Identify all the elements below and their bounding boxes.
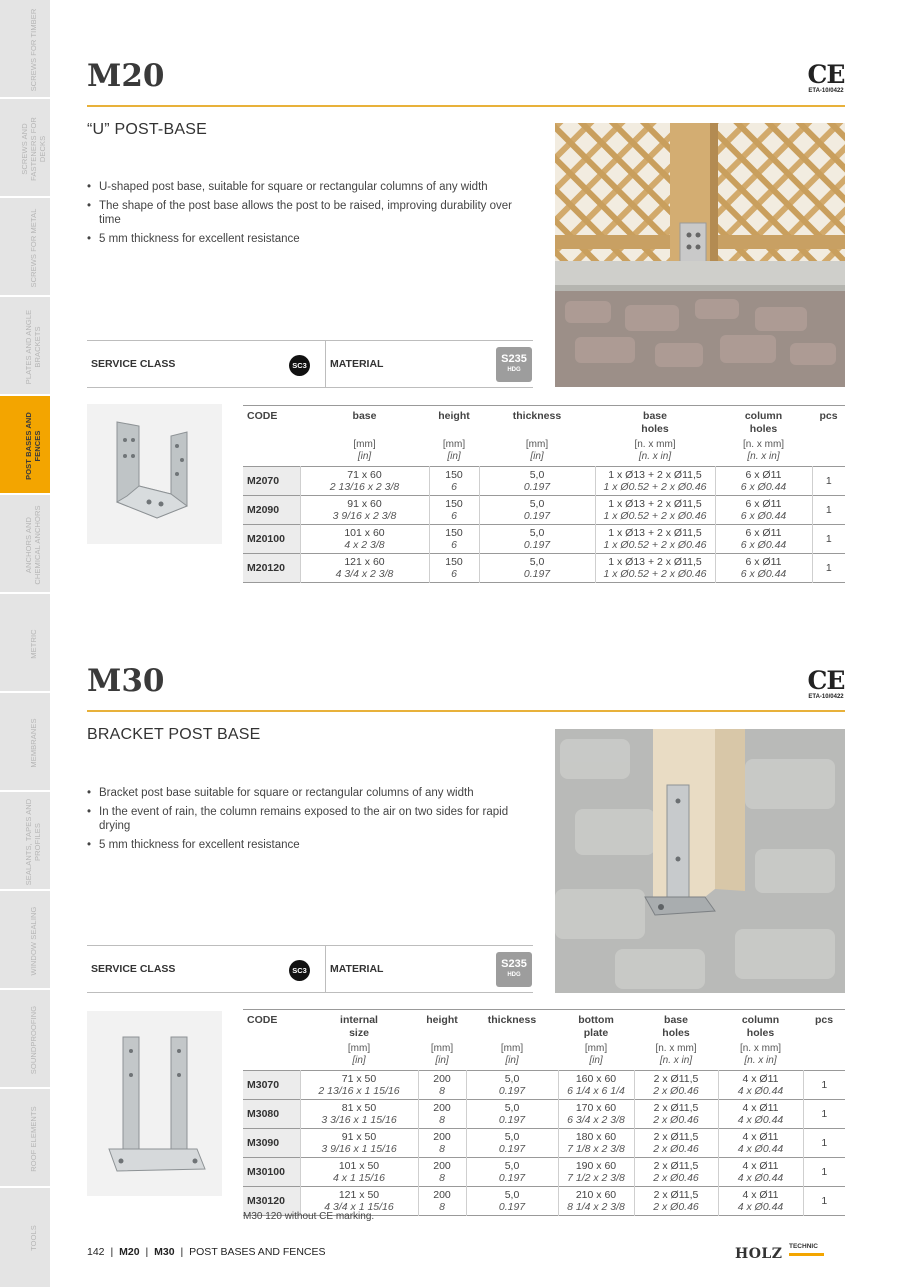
cell-value-in: 2 13/16 x 1 15/16 (318, 1085, 400, 1097)
product-subtitle-m20: “U” POST-BASE (87, 121, 207, 138)
unit-mm: [n. x mm] (742, 439, 785, 450)
row-code: M20100 (243, 525, 300, 554)
cell-value-in: 6 (451, 568, 457, 580)
table-row (243, 1158, 845, 1187)
col-header-base-holes: base holes (662, 1014, 690, 1039)
service-class-label: SERVICE CLASS (91, 358, 176, 370)
cell-value-in: 2 x Ø0.46 (653, 1143, 699, 1155)
cell-value-in: 2 x Ø0.46 (653, 1085, 699, 1097)
service-class-badge: SC3 (289, 960, 310, 981)
cell-value-in: 7 1/8 x 2 3/8 (567, 1143, 625, 1155)
tab-label: SEALANTS, TAPES AND PROFILES (24, 798, 42, 886)
cell-value-in: 6 x Ø0.44 (740, 481, 787, 493)
service-material-strip-m30 (87, 945, 533, 993)
cell-value: 91 x 50 (341, 1131, 377, 1143)
cell-value-in: 6 x Ø0.44 (740, 568, 787, 580)
cell-value-in: 4 3/4 x 1 15/16 (324, 1201, 394, 1213)
cell-value: 2 x Ø11,5 (653, 1073, 699, 1085)
footer-separator: | (145, 1246, 149, 1258)
tab-label: ANCHORS AND CHEMICAL ANCHORS (24, 505, 42, 585)
material-label: MATERIAL (330, 358, 384, 370)
cell-value: 6 x Ø11 (745, 498, 782, 510)
feature-item: • The shape of the post base allows the post to be raised, improving durability over time (87, 199, 532, 227)
tab-anchors-and-chemical-anchors[interactable] (0, 495, 50, 594)
col-header-base-holes: base holes (641, 410, 669, 435)
col-header-base: base (352, 410, 377, 422)
logo-main: HOLZ (735, 1246, 783, 1262)
cell-value: 190 x 60 (575, 1160, 617, 1172)
tab-screws-for-timber[interactable] (0, 0, 50, 99)
cell-value: 5,0 (529, 556, 545, 568)
unit-in: [n. x in] (747, 451, 780, 462)
tab-window-sealing[interactable] (0, 891, 50, 990)
cell-value: 200 (433, 1189, 451, 1201)
unit-mm: [n. x mm] (739, 1043, 782, 1054)
tab-label: POST BASES AND FENCES (24, 412, 42, 480)
tab-metric[interactable] (0, 594, 50, 693)
cell-pcs: 1 (812, 467, 845, 496)
tab-label: PLATES AND ANGLE BRACKETS (24, 309, 42, 385)
cell-value: 200 (433, 1131, 451, 1143)
m30-product-image (87, 1011, 222, 1196)
cell-value-in: 1 x Ø0.52 + 2 x Ø0.46 (603, 510, 707, 522)
eta-number: ETA-10/0422 (808, 88, 844, 94)
cell-value-in: 6 1/4 x 6 1/4 (567, 1085, 625, 1097)
cell-value-in: 8 (439, 1085, 445, 1097)
cell-value: 4 x Ø11 (742, 1131, 779, 1143)
col-header-height: height (438, 410, 470, 422)
unit-in: [in] (589, 1055, 603, 1066)
cell-value-in: 7 1/2 x 2 3/8 (567, 1172, 625, 1184)
cell-value-in: 0.197 (498, 1085, 526, 1097)
logo-sub: TECHNIC (789, 1243, 818, 1250)
material-badge (496, 347, 532, 382)
cell-value: 1 x Ø13 + 2 x Ø11,5 (608, 527, 702, 539)
section-rule (87, 710, 845, 712)
holz-technic-logo (735, 1243, 818, 1262)
cell-value: 5,0 (529, 469, 545, 481)
tab-sealants-tapes-and-profiles[interactable] (0, 792, 50, 891)
cell-value: 71 x 60 (347, 469, 382, 481)
cell-value: 71 x 50 (341, 1073, 377, 1085)
tab-screws-and-fasteners-for-decks[interactable] (0, 99, 50, 198)
cell-value-in: 0.197 (523, 568, 551, 580)
tab-label: WINDOW SEALING (28, 906, 38, 976)
ce-icon: CE (807, 666, 845, 695)
cell-pcs: 1 (812, 554, 845, 583)
cell-value: 5,0 (504, 1131, 520, 1143)
cell-pcs: 1 (812, 525, 845, 554)
table-row (243, 1071, 845, 1100)
footer-separator: | (110, 1246, 114, 1258)
cell-value: 91 x 60 (347, 498, 382, 510)
table-row (243, 496, 845, 525)
table-row (243, 467, 845, 496)
service-class-badge: SC3 (289, 355, 310, 376)
unit-in: [n. x in] (744, 1055, 777, 1066)
tab-post-bases-and-fences[interactable] (0, 396, 50, 495)
cell-value-in: 4 x 2 3/8 (344, 539, 385, 551)
table-row (243, 1129, 845, 1158)
material-finish: HDG (507, 367, 521, 373)
col-header-internal-size: internal size (340, 1014, 378, 1039)
cell-value: 1 x Ø13 + 2 x Ø11,5 (608, 498, 702, 510)
cell-value: 101 x 50 (338, 1160, 380, 1172)
col-header-code: CODE (247, 410, 278, 422)
cell-pcs: 1 (803, 1100, 845, 1129)
cell-value-in: 2 x Ø0.46 (653, 1114, 699, 1126)
cell-value-in: 8 (439, 1201, 445, 1213)
feature-list-m30 (87, 786, 532, 857)
cell-value: 200 (433, 1073, 451, 1085)
unit-in: [n. x in] (638, 451, 672, 462)
m30-installation-photo (555, 729, 845, 993)
unit-mm: [n. x mm] (634, 439, 676, 450)
cell-value-in: 4 x Ø0.44 (737, 1143, 784, 1155)
cell-value: 150 (445, 469, 463, 481)
product-subtitle-m30: BRACKET POST BASE (87, 726, 261, 743)
ce-mark-m30 (804, 668, 848, 700)
cell-value: 200 (433, 1102, 451, 1114)
cell-value: 121 x 50 (338, 1189, 380, 1201)
logo-accent-bar (789, 1253, 824, 1256)
ce-mark-m20 (804, 62, 848, 94)
material-badge (496, 952, 532, 987)
material-grade: S235 (501, 958, 527, 970)
material-label: MATERIAL (330, 963, 384, 975)
cell-value: 2 x Ø11,5 (653, 1189, 699, 1201)
unit-in: [in] (530, 451, 544, 462)
cell-value: 5,0 (504, 1189, 520, 1201)
cell-value-in: 2 x Ø0.46 (653, 1172, 699, 1184)
material-grade: S235 (501, 353, 527, 365)
cell-value-in: 4 x Ø0.44 (737, 1172, 784, 1184)
cell-value-in: 0.197 (523, 481, 551, 493)
feature-list-m20 (87, 180, 532, 251)
unit-mm: [mm] (584, 1043, 608, 1054)
page-footer (87, 1246, 326, 1258)
unit-in: [in] (447, 451, 461, 462)
m30-spec-table (243, 1009, 845, 1216)
tab-label: SCREWS FOR METAL (28, 208, 38, 288)
cell-value: 4 x Ø11 (742, 1073, 779, 1085)
col-header-height: height (426, 1014, 458, 1026)
cell-value: 2 x Ø11,5 (653, 1131, 699, 1143)
cell-value-in: 8 (439, 1114, 445, 1126)
cell-value-in: 6 (451, 510, 457, 522)
divider (325, 946, 326, 992)
cell-pcs: 1 (803, 1129, 845, 1158)
cell-value: 2 x Ø11,5 (653, 1102, 699, 1114)
tab-screws-for-metal[interactable] (0, 198, 50, 297)
feature-item: • 5 mm thickness for excellent resistance (87, 838, 532, 852)
unit-mm: [mm] (500, 1043, 524, 1054)
unit-mm: [mm] (442, 439, 466, 450)
table-row (243, 1100, 845, 1129)
col-header-code: CODE (247, 1014, 278, 1026)
unit-mm: [mm] (430, 1043, 454, 1054)
col-header-thickness: thickness (512, 410, 562, 422)
cell-value-in: 3 9/16 x 2 3/8 (332, 510, 397, 522)
product-title-m20: M20 (87, 58, 165, 94)
section-rule (87, 105, 845, 107)
cell-value: 5,0 (504, 1073, 520, 1085)
unit-in: [in] (505, 1055, 519, 1066)
cell-value-in: 1 x Ø0.52 + 2 x Ø0.46 (603, 539, 707, 551)
cell-value-in: 4 x Ø0.44 (737, 1201, 784, 1213)
feature-item: • Bracket post base suitable for square or rectangular columns of any width (87, 786, 532, 800)
col-header-thickness: thickness (487, 1014, 537, 1026)
col-header-pcs: pcs (814, 1014, 834, 1026)
cell-pcs: 1 (803, 1158, 845, 1187)
tab-label: MEMBRANES (28, 718, 38, 768)
cell-value: 5,0 (529, 498, 545, 510)
tab-label: SCREWS FOR TIMBER (28, 8, 38, 92)
m20-spec-table (243, 405, 845, 583)
tab-soundproofing[interactable] (0, 990, 50, 1089)
cell-value-in: 4 x 1 15/16 (333, 1172, 385, 1184)
table-row (243, 554, 845, 583)
cell-value-in: 8 1/4 x 2 3/8 (567, 1201, 625, 1213)
cell-value-in: 1 x Ø0.52 + 2 x Ø0.46 (603, 568, 707, 580)
service-material-strip-m20 (87, 340, 533, 388)
cell-value: 4 x Ø11 (742, 1160, 779, 1172)
side-navigation (0, 0, 50, 1287)
cell-value-in: 4 x Ø0.44 (737, 1085, 784, 1097)
cell-value-in: 4 3/4 x 2 3/8 (335, 568, 394, 580)
tab-label: TOOLS (28, 1225, 38, 1251)
cell-value: 4 x Ø11 (742, 1102, 779, 1114)
m20-product-image (87, 404, 222, 544)
row-code: M30100 (243, 1158, 300, 1187)
tab-membranes[interactable] (0, 693, 50, 792)
cell-pcs: 1 (803, 1187, 845, 1216)
cell-value-in: 1 x Ø0.52 + 2 x Ø0.46 (603, 481, 707, 493)
cell-value-in: 0.197 (498, 1114, 526, 1126)
cell-pcs: 1 (803, 1071, 845, 1100)
material-finish: HDG (507, 972, 521, 978)
unit-in: [in] (435, 1055, 449, 1066)
cell-value: 5,0 (529, 527, 545, 539)
cell-value: 1 x Ø13 + 2 x Ø11,5 (608, 469, 702, 481)
cell-value: 6 x Ø11 (745, 527, 782, 539)
feature-item: • U-shaped post base, suitable for square or rectangular columns of any width (87, 180, 532, 194)
cell-value-in: 6 (451, 481, 457, 493)
cell-value: 170 x 60 (575, 1102, 617, 1114)
cell-value-in: 6 3/4 x 2 3/8 (567, 1114, 625, 1126)
cell-value: 150 (445, 498, 463, 510)
tab-label: SCREWS AND FASTENERS FOR DECKS (19, 117, 47, 181)
footer-product-m30[interactable]: M30 (154, 1246, 175, 1258)
row-code: M2090 (243, 496, 300, 525)
divider (325, 341, 326, 387)
unit-in: [n. x in] (659, 1055, 693, 1066)
unit-mm: [n. x mm] (655, 1043, 697, 1054)
cell-value: 200 (433, 1160, 451, 1172)
cell-value: 4 x Ø11 (742, 1189, 779, 1201)
table-row (243, 525, 845, 554)
cell-value: 6 x Ø11 (745, 556, 782, 568)
cell-value: 6 x Ø11 (745, 469, 782, 481)
tab-label: ROOF ELEMENTS (28, 1106, 38, 1172)
row-code: M3090 (243, 1129, 300, 1158)
unit-in: [in] (352, 1055, 366, 1066)
product-title-m30: M30 (87, 663, 165, 699)
col-header-bottom-plate: bottom plate (578, 1014, 614, 1039)
tab-tools[interactable] (0, 1188, 50, 1287)
cell-value-in: 3 3/16 x 1 15/16 (321, 1114, 397, 1126)
cell-value-in: 6 x Ø0.44 (740, 539, 787, 551)
cell-value-in: 3 9/16 x 1 15/16 (321, 1143, 397, 1155)
row-code: M2070 (243, 467, 300, 496)
tab-label: METRIC (28, 629, 38, 659)
unit-mm: [mm] (525, 439, 549, 450)
cell-value-in: 6 (451, 539, 457, 551)
cell-value-in: 8 (439, 1172, 445, 1184)
tab-roof-elements[interactable] (0, 1089, 50, 1188)
footer-separator: | (180, 1246, 184, 1258)
unit-mm: [mm] (353, 439, 376, 450)
cell-value-in: 0.197 (498, 1201, 526, 1213)
eta-number: ETA-10/0422 (808, 694, 844, 700)
unit-mm: [mm] (347, 1043, 371, 1054)
cell-value-in: 0.197 (523, 510, 551, 522)
table-footnote: M30 120 without CE marking. (243, 1211, 375, 1222)
cell-value-in: 0.197 (498, 1143, 526, 1155)
unit-in: [in] (357, 451, 372, 462)
cell-value-in: 2 x Ø0.46 (653, 1201, 699, 1213)
cell-value: 150 (445, 527, 463, 539)
footer-product-m20[interactable]: M20 (119, 1246, 140, 1258)
cell-pcs: 1 (812, 496, 845, 525)
feature-item: • 5 mm thickness for excellent resistance (87, 232, 532, 246)
row-code: M30120 (243, 1187, 300, 1216)
cell-value: 5,0 (504, 1102, 520, 1114)
row-code: M3080 (243, 1100, 300, 1129)
cell-value: 5,0 (504, 1160, 520, 1172)
col-header-column-holes: column holes (744, 410, 783, 435)
ce-icon: CE (807, 60, 845, 89)
cell-value-in: 2 13/16 x 2 3/8 (329, 481, 400, 493)
page-number: 142 (87, 1246, 105, 1258)
m20-installation-photo (555, 123, 845, 387)
cell-value: 121 x 60 (344, 556, 385, 568)
tab-plates-and-angle-brackets[interactable] (0, 297, 50, 396)
cell-value: 180 x 60 (575, 1131, 617, 1143)
col-header-column-holes: column holes (741, 1014, 780, 1039)
row-code: M20120 (243, 554, 300, 583)
cell-value: 2 x Ø11,5 (653, 1160, 699, 1172)
cell-value-in: 4 x Ø0.44 (737, 1114, 784, 1126)
footer-section: POST BASES AND FENCES (189, 1246, 326, 1258)
cell-value: 160 x 60 (575, 1073, 617, 1085)
feature-item: • In the event of rain, the column remains exposed to the air on two sides for rapid drying (87, 805, 532, 833)
cell-value: 101 x 60 (344, 527, 385, 539)
cell-value: 81 x 50 (341, 1102, 377, 1114)
cell-value-in: 8 (439, 1143, 445, 1155)
service-class-label: SERVICE CLASS (91, 963, 176, 975)
cell-value-in: 0.197 (498, 1172, 526, 1184)
cell-value: 1 x Ø13 + 2 x Ø11,5 (608, 556, 702, 568)
cell-value: 210 x 60 (575, 1189, 617, 1201)
cell-value-in: 0.197 (523, 539, 551, 551)
row-code: M3070 (243, 1071, 300, 1100)
col-header-pcs: pcs (819, 410, 838, 422)
cell-value-in: 6 x Ø0.44 (740, 510, 787, 522)
tab-label: SOUNDPROOFING (28, 1005, 38, 1075)
cell-value: 150 (445, 556, 463, 568)
